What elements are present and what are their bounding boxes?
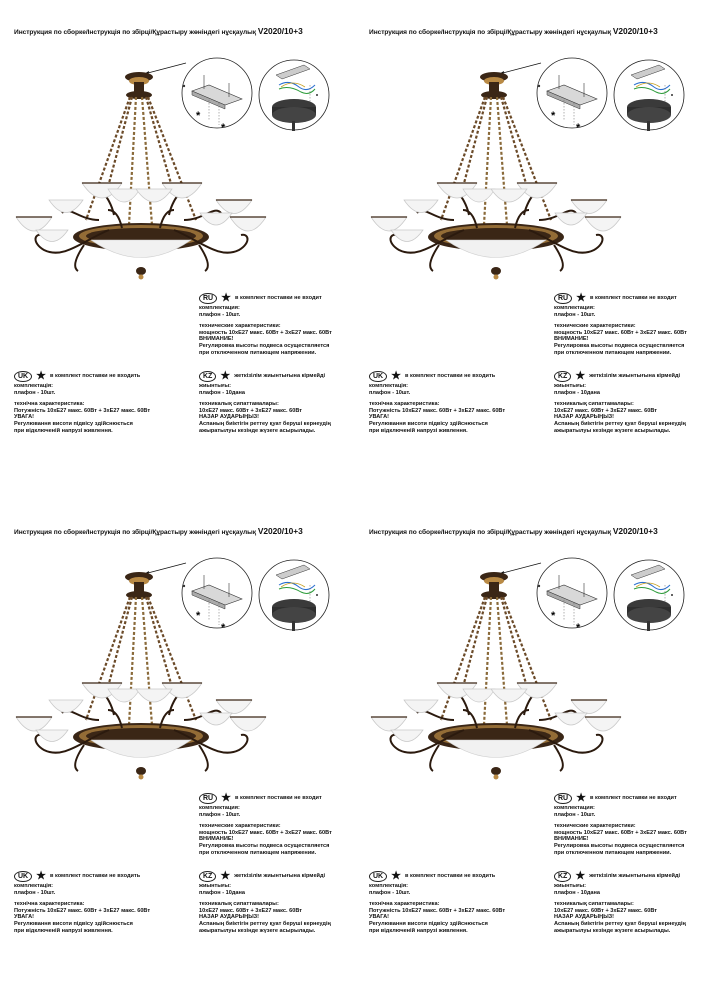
kz-kit-value: плафон - 10дана	[554, 889, 601, 896]
uk-warning: УВАГА!	[14, 414, 35, 421]
uk-not-included: в комплект поставки не входить	[50, 872, 141, 879]
kz-kit-label: жиынтығы:	[199, 883, 232, 889]
kz-warning: НАЗАР АУДАРЫҢЫЗ!	[554, 414, 615, 421]
svg-text:*: *	[196, 110, 201, 122]
svg-text:*: *	[576, 622, 581, 634]
uk-kit-value: плафон - 10шт.	[14, 389, 56, 396]
ru-kit-value: плафон - 10шт.	[199, 811, 241, 818]
kz-warning: НАЗАР АУДАРЫҢЫЗ!	[199, 914, 260, 921]
uk-kit-label: комплектація:	[14, 883, 53, 889]
kz-spec-value: 10хЕ27 макс. 60Вт + 3хЕ27 макс. 60Вт	[554, 407, 658, 414]
uk-note-2: при відключеній напрузі живлення.	[369, 927, 468, 934]
ceiling-canopy	[125, 572, 153, 599]
kz-spec-value: 10хЕ27 макс. 60Вт + 3хЕ27 макс. 60Вт	[199, 907, 303, 914]
uk-spec-label: технічна характеристика:	[369, 901, 440, 908]
ru-note-2: при отключенном питающем напряжении.	[554, 349, 672, 356]
star-icon: ★	[575, 870, 586, 882]
star-icon: ★	[576, 292, 586, 304]
star-icon: ★	[220, 370, 231, 382]
ru-spec-label: технические характеристики:	[199, 323, 281, 330]
uk-kit-label: комплектація:	[369, 383, 408, 389]
sheet-title: Инструкция по сборке/Інструкція по збірці/Құрастыру жөніндегі нұсқаулық V2020/10+3	[369, 26, 658, 36]
star-icon: ★	[221, 792, 231, 804]
ru-note-1: Регулировка высоты подвеса осуществляется	[199, 842, 330, 849]
kz-badge: KZ	[554, 371, 571, 382]
ru-section	[554, 792, 687, 856]
kz-spec-label: техникалық сипаттамалары:	[199, 401, 279, 408]
uk-note-1: Регулювання висоти підвісу здійснюється	[369, 420, 488, 427]
ornamental-ring	[428, 223, 564, 280]
ornamental-ring	[428, 723, 564, 780]
kz-spec-label: техникалық сипаттамалары:	[554, 401, 634, 408]
uk-kit-value: плафон - 10шт.	[369, 389, 411, 396]
svg-text:*: *	[576, 122, 581, 134]
svg-text:*: *	[551, 110, 556, 122]
ru-kit-label: комплектация:	[199, 305, 240, 311]
kz-note-1: Аспаның биіктігін реттеу қуат беруші кернеудің	[554, 920, 686, 927]
uk-note-2: при відключеній напрузі живлення.	[14, 427, 113, 434]
wiring-canopy-icon	[259, 60, 329, 131]
kz-kit-label: жиынтығы:	[199, 383, 232, 389]
ornamental-ring	[73, 223, 209, 280]
uk-section	[14, 870, 150, 934]
svg-text:*: *	[551, 610, 556, 622]
kz-section	[199, 870, 331, 934]
kz-kit-value: плафон - 10дана	[554, 389, 601, 396]
uk-spec-value: Потужність 10хЕ27 макс. 60Вт + 3хЕ27 макс. 60Вт	[369, 407, 506, 414]
ru-badge: RU	[554, 793, 572, 804]
uk-spec-value: Потужність 10хЕ27 макс. 60Вт + 3хЕ27 макс. 60Вт	[14, 407, 151, 414]
sheet-title: Инструкция по сборке/Інструкція по збірці/Құрастыру жөніндегі нұсқаулық V2020/10+3	[369, 526, 658, 536]
ru-kit-value: плафон - 10шт.	[199, 311, 241, 318]
model-number: V2020/10+3	[257, 526, 303, 536]
ru-spec-value: мощность 10хЕ27 макс. 60Вт + 3хЕ27 макс. 60Вт	[199, 329, 332, 336]
uk-spec-label: технічна характеристика:	[369, 401, 440, 408]
mounting-bracket-icon	[537, 58, 607, 134]
ru-section	[199, 792, 332, 856]
uk-note-1: Регулювання висоти підвісу здійснюється	[14, 420, 133, 427]
kz-spec-label: техникалық сипаттамалары:	[199, 901, 279, 908]
ru-not-included: в комплект поставки не входит	[235, 294, 322, 301]
kz-note-2: ажыратылуы кезінде жүзеге асырылады.	[199, 427, 316, 434]
ru-spec-label: технические характеристики:	[199, 823, 281, 830]
uk-section	[14, 370, 150, 434]
chandelier-illustration	[359, 545, 707, 795]
instruction-sheet	[359, 0, 707, 500]
wiring-canopy-icon	[259, 560, 329, 631]
kz-kit-value: плафон - 10дана	[199, 889, 246, 896]
instruction-sheet	[4, 0, 354, 500]
uk-warning: УВАГА!	[369, 914, 390, 921]
ru-warning: ВНИМАНИЕ!	[199, 336, 234, 343]
kz-spec-value: 10хЕ27 макс. 60Вт + 3хЕ27 макс. 60Вт	[199, 407, 303, 414]
star-icon: ★	[221, 292, 231, 304]
uk-note-1: Регулювання висоти підвісу здійснюється	[369, 920, 488, 927]
star-icon: ★	[576, 792, 586, 804]
star-icon: ★	[36, 870, 46, 882]
ornamental-ring	[73, 723, 209, 780]
ru-kit-label: комплектация:	[199, 805, 240, 811]
chains	[441, 597, 551, 725]
ru-kit-label: комплектация:	[554, 805, 595, 811]
kz-not-included: жеткізілім жиынтығына кірмейді	[234, 872, 326, 879]
ru-warning: ВНИМАНИЕ!	[554, 336, 589, 343]
kz-badge: KZ	[554, 871, 571, 882]
sheet-title: Инструкция по сборке/Інструкція по збірці/Құрастыру жөніндегі нұсқаулық V2020/10+3	[14, 526, 303, 536]
kz-kit-label: жиынтығы:	[554, 383, 587, 389]
ru-not-included: в комплект поставки не входит	[590, 294, 677, 301]
uk-badge: UK	[369, 871, 387, 882]
kz-badge: KZ	[199, 371, 216, 382]
uk-section	[369, 870, 505, 934]
ru-kit-label: комплектация:	[554, 305, 595, 311]
star-icon: ★	[575, 370, 586, 382]
ceiling-canopy	[480, 72, 508, 99]
ru-badge: RU	[199, 293, 217, 304]
kz-not-included: жеткізілім жиынтығына кірмейді	[234, 372, 326, 379]
ru-spec-label: технические характеристики:	[554, 323, 636, 330]
ru-note-1: Регулировка высоты подвеса осуществляется	[554, 842, 685, 849]
ru-note-2: при отключенном питающем напряжении.	[199, 349, 317, 356]
ru-not-included: в комплект поставки не входит	[590, 794, 677, 801]
star-icon: ★	[36, 370, 46, 382]
chains	[86, 97, 196, 225]
kz-badge: KZ	[199, 871, 216, 882]
mounting-bracket-icon	[537, 558, 607, 634]
uk-kit-value: плафон - 10шт.	[369, 889, 411, 896]
kz-spec-value: 10хЕ27 макс. 60Вт + 3хЕ27 макс. 60Вт	[554, 907, 658, 914]
instruction-sheet	[359, 500, 707, 1000]
kz-note-1: Аспаның биіктігін реттеу қуат беруші кернеудің	[199, 420, 331, 427]
chandelier-illustration	[4, 545, 354, 795]
kz-not-included: жеткізілім жиынтығына кірмейді	[589, 372, 681, 379]
ceiling-canopy	[480, 572, 508, 599]
uk-spec-label: технічна характеристика:	[14, 401, 85, 408]
uk-warning: УВАГА!	[14, 914, 35, 921]
uk-badge: UK	[14, 371, 32, 382]
kz-section	[554, 370, 686, 434]
uk-kit-value: плафон - 10шт.	[14, 889, 56, 896]
star-icon: ★	[391, 870, 401, 882]
uk-note-2: при відключеній напрузі живлення.	[369, 427, 468, 434]
svg-text:*: *	[196, 610, 201, 622]
uk-kit-label: комплектація:	[369, 883, 408, 889]
uk-badge: UK	[14, 871, 32, 882]
svg-text:*: *	[221, 622, 226, 634]
star-icon: ★	[220, 870, 231, 882]
kz-note-1: Аспаның биіктігін реттеу қуат беруші кернеудің	[199, 920, 331, 927]
ru-note-1: Регулировка высоты подвеса осуществляется	[199, 342, 330, 349]
ru-kit-value: плафон - 10шт.	[554, 811, 596, 818]
model-number: V2020/10+3	[612, 26, 658, 36]
kz-spec-label: техникалық сипаттамалары:	[554, 901, 634, 908]
mounting-bracket-icon	[182, 558, 252, 634]
uk-section	[369, 370, 505, 434]
chandelier-illustration	[4, 45, 354, 295]
ru-note-2: при отключенном питающем напряжении.	[199, 849, 317, 856]
kz-note-2: ажыратылуы кезінде жүзеге асырылады.	[199, 927, 316, 934]
uk-badge: UK	[369, 371, 387, 382]
kz-note-1: Аспаның биіктігін реттеу қуат беруші кернеудің	[554, 420, 686, 427]
uk-not-included: в комплект поставки не входить	[50, 372, 141, 379]
kz-warning: НАЗАР АУДАРЫҢЫЗ!	[199, 414, 260, 421]
ru-warning: ВНИМАНИЕ!	[199, 836, 234, 843]
model-number: V2020/10+3	[612, 526, 658, 536]
uk-spec-label: технічна характеристика:	[14, 901, 85, 908]
chains	[441, 97, 551, 225]
uk-not-included: в комплект поставки не входить	[405, 872, 496, 879]
kz-section	[199, 370, 331, 434]
kz-section	[554, 870, 686, 934]
ru-badge: RU	[554, 293, 572, 304]
instruction-sheet	[4, 500, 354, 1000]
ru-spec-value: мощность 10хЕ27 макс. 60Вт + 3хЕ27 макс. 60Вт	[554, 829, 687, 836]
mounting-bracket-icon	[182, 58, 252, 134]
uk-note-2: при відключеній напрузі живлення.	[14, 927, 113, 934]
kz-note-2: ажыратылуы кезінде жүзеге асырылады.	[554, 427, 671, 434]
uk-warning: УВАГА!	[369, 414, 390, 421]
ru-section	[554, 292, 687, 356]
svg-text:*: *	[221, 122, 226, 134]
ru-section	[199, 292, 332, 356]
ru-kit-value: плафон - 10шт.	[554, 311, 596, 318]
kz-note-2: ажыратылуы кезінде жүзеге асырылады.	[554, 927, 671, 934]
kz-kit-label: жиынтығы:	[554, 883, 587, 889]
ru-badge: RU	[199, 793, 217, 804]
ru-not-included: в комплект поставки не входит	[235, 794, 322, 801]
uk-not-included: в комплект поставки не входить	[405, 372, 496, 379]
wiring-canopy-icon	[614, 560, 684, 631]
uk-note-1: Регулювання висоти підвісу здійснюється	[14, 920, 133, 927]
ru-note-2: при отключенном питающем напряжении.	[554, 849, 672, 856]
sheet-title: Инструкция по сборке/Інструкція по збірці/Құрастыру жөніндегі нұсқаулық V2020/10+3	[14, 26, 303, 36]
ru-spec-value: мощность 10хЕ27 макс. 60Вт + 3хЕ27 макс. 60Вт	[199, 829, 332, 836]
model-number: V2020/10+3	[257, 26, 303, 36]
ru-note-1: Регулировка высоты подвеса осуществляется	[554, 342, 685, 349]
uk-spec-value: Потужність 10хЕ27 макс. 60Вт + 3хЕ27 макс. 60Вт	[369, 907, 506, 914]
ru-spec-value: мощность 10хЕ27 макс. 60Вт + 3хЕ27 макс. 60Вт	[554, 329, 687, 336]
kz-kit-value: плафон - 10дана	[199, 389, 246, 396]
uk-spec-value: Потужність 10хЕ27 макс. 60Вт + 3хЕ27 макс. 60Вт	[14, 907, 151, 914]
chandelier-illustration	[359, 45, 707, 295]
star-icon: ★	[391, 370, 401, 382]
uk-kit-label: комплектація:	[14, 383, 53, 389]
ru-spec-label: технические характеристики:	[554, 823, 636, 830]
ru-warning: ВНИМАНИЕ!	[554, 836, 589, 843]
chains	[86, 597, 196, 725]
ceiling-canopy	[125, 72, 153, 99]
kz-not-included: жеткізілім жиынтығына кірмейді	[589, 872, 681, 879]
kz-warning: НАЗАР АУДАРЫҢЫЗ!	[554, 914, 615, 921]
wiring-canopy-icon	[614, 60, 684, 131]
